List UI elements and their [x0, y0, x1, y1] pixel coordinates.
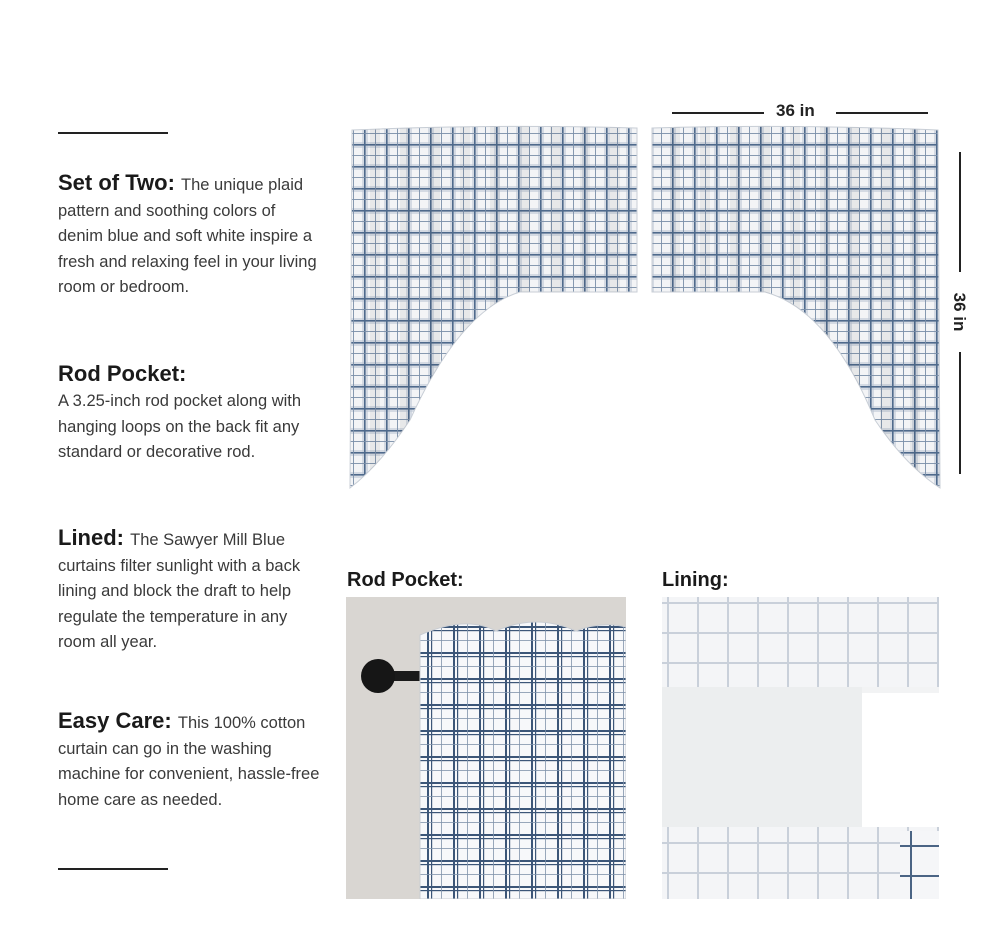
- bottom-divider: [58, 868, 168, 870]
- feature-title: Rod Pocket:: [58, 361, 187, 386]
- rod-finial: [361, 659, 395, 693]
- width-dimension-line-right: [836, 112, 928, 114]
- rod-pocket-caption: Rod Pocket:: [347, 569, 464, 591]
- rod-pocket-photo: [346, 597, 626, 899]
- feature-title: Set of Two:: [58, 170, 182, 195]
- curtain-fabric: [420, 622, 626, 899]
- feature-rod-pocket: [58, 359, 320, 466]
- top-divider: [58, 132, 168, 134]
- feature-title: Easy Care:: [58, 708, 178, 733]
- height-dimension-line-top: [959, 152, 961, 272]
- swag-curtain-illustration: [340, 120, 950, 500]
- feature-body: A 3.25-inch rod pocket along with hanging loops on the back fit any standard or decorative rod.: [58, 392, 302, 461]
- feature-title: Lined:: [58, 525, 131, 550]
- feature-body: The Sawyer Mill Blue curtains filter sunlight with a back lining and block the draft to help regulate the temperature in any room all year.: [58, 531, 301, 651]
- feature-body: This 100% cotton curtain can go in the washing machine for convenient, hassle-free home care as needed.: [58, 714, 320, 809]
- lining-photo: [662, 597, 939, 899]
- feature-lined: [58, 525, 320, 656]
- height-dimension-label: 36 in: [950, 292, 969, 332]
- height-dimension-line-bottom: [959, 352, 961, 474]
- width-dimension-label: 36 in: [776, 101, 815, 120]
- feature-set-of-two: [58, 170, 320, 301]
- lining-caption: Lining:: [662, 569, 729, 591]
- width-dimension-line-left: [672, 112, 764, 114]
- feature-body: The unique plaid pattern and soothing colors of denim blue and soft white inspire a fresh and relaxing feel in your living room or bedroom.: [58, 176, 317, 296]
- feature-easy-care: [58, 708, 320, 813]
